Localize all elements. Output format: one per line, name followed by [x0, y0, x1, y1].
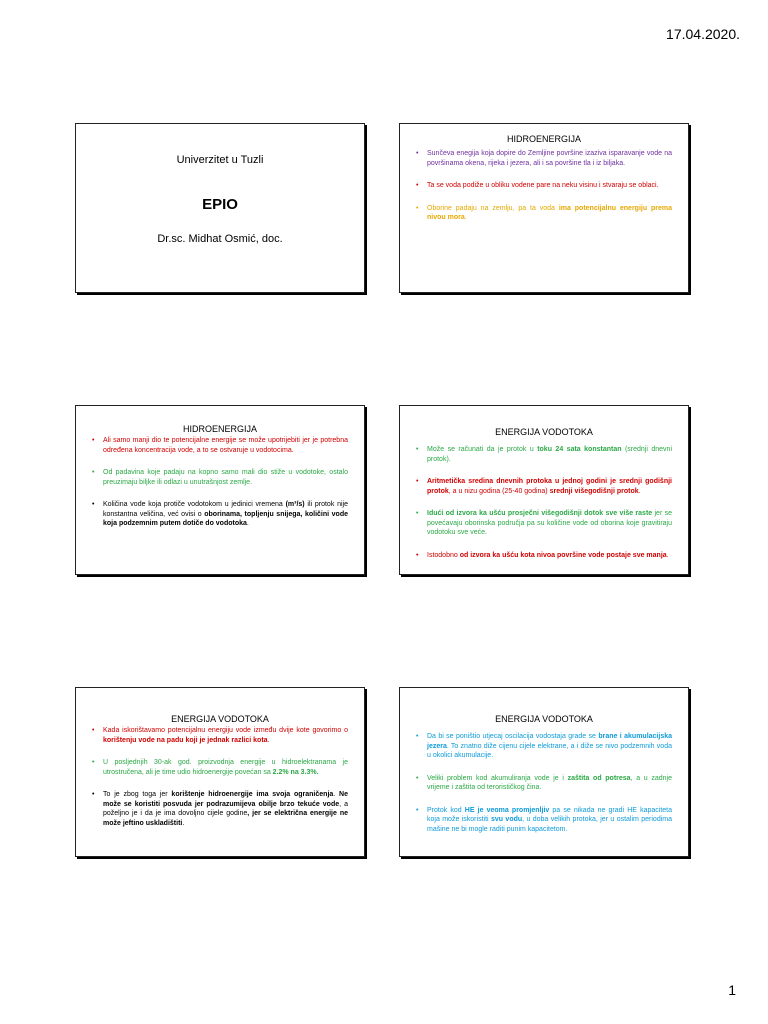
bullet-item	[92, 500, 348, 529]
bullet-text: , a u zadnje vrijeme i zaštita od terorističkog čina.	[427, 774, 672, 792]
bullet-text-bold: (m³/s)	[285, 501, 305, 509]
author-name: Dr.sc. Midhat Osmić, doc.	[157, 233, 283, 245]
bullet-text: , a poželjno je i da je ima dovoljno cijele godine	[103, 800, 348, 818]
bullet-text: Veliki problem kod akumuliranja vode je i	[427, 774, 568, 782]
bullet-marker: •	[416, 478, 419, 486]
bullet-text: .	[267, 736, 270, 744]
bullet-text-bold: srednji višegodišnji protok	[549, 487, 639, 495]
bullet-list	[416, 149, 672, 223]
bullet-text: To je zbog toga jer	[103, 791, 172, 799]
bullet-text: Protok kod	[427, 806, 465, 814]
course-title: EPIO	[202, 196, 238, 213]
bullet-item	[92, 436, 348, 455]
slide-title: ENERGIJA VODOTOKA	[171, 714, 269, 724]
bullet-text-bold: Ne može se koristiti posvuda jer podrazumijeva obilje brzo tekuće vode	[103, 791, 348, 808]
slide-title-card	[75, 123, 365, 293]
bullet-marker: •	[416, 551, 419, 559]
bullet-text-bold: brane i akumulacijska jezera	[427, 733, 672, 750]
bullet-text: ili protok nije konstantna veličina, već ovisi o	[103, 501, 349, 518]
bullet-item	[416, 181, 672, 191]
university-name: Univerzitet u Tuzli	[176, 154, 264, 166]
bullet-text-bold: 2.2% na 3.3%.	[272, 768, 319, 776]
bullet-text: .	[464, 214, 467, 222]
bullet-text: .	[333, 791, 340, 799]
bullet-item	[416, 509, 672, 538]
slide-title: ENERGIJA VODOTOKA	[495, 714, 593, 724]
bullet-item	[416, 732, 672, 761]
bullet-text-bold: , jer se električna energije ne može jeftino uskladištiti	[103, 810, 348, 827]
bullet-text-bold: od izvora ka ušću kota nivoa površine vode postaje sve manja	[459, 551, 667, 559]
bullet-text: Istodobno	[427, 551, 460, 559]
bullet-text-bold: Idući od izvora ka ušću prosječni višegodišnji dotok sve više raste	[427, 510, 653, 518]
bullet-item	[92, 726, 348, 745]
slide-energija-vodotoka-2	[75, 687, 365, 857]
bullet-marker: •	[92, 501, 95, 509]
bullet-marker: •	[416, 774, 419, 782]
bullet-text: Sunčeva enegija koja dopire do Zemljine površine izaziva isparavanje vode na površinama okena, rijeka i jezera, ali i sa površine tla i iz biljaka.	[427, 150, 672, 167]
bullet-item	[416, 445, 672, 464]
bullet-item	[92, 468, 348, 487]
bullet-text: Može se računati da je protok u	[427, 446, 538, 453]
bullet-marker: •	[416, 182, 419, 190]
bullet-marker: •	[92, 437, 95, 444]
bullet-list	[92, 436, 348, 529]
bullet-text: Oborine padaju na zemlju, pa ta voda	[427, 204, 559, 212]
slide-title: HIDROENERGIJA	[182, 424, 257, 434]
bullet-marker: •	[416, 806, 419, 814]
bullet-text: , a u nizu godina (25-40 godina)	[448, 487, 550, 495]
bullet-item	[416, 774, 672, 793]
page-date: 17.04.2020.	[666, 26, 740, 42]
page-number: 1	[728, 982, 736, 998]
bullet-item	[416, 477, 672, 496]
bullet-text-bold: toku 24 sata konstantan	[537, 446, 622, 453]
slide-title: HIDROENERGIJA	[506, 134, 581, 144]
bullet-text: Ta se voda podiže u obliku vodene pare na neku visinu i stvaraju se oblaci.	[427, 182, 659, 190]
bullet-item	[416, 149, 672, 168]
bullet-item	[92, 790, 348, 828]
bullet-text: Da bi se poništio utjecaj oscilacija vodostaja grade se	[427, 733, 599, 740]
bullet-text-bold: ima potencijalnu energiju prema nivou mora	[427, 204, 673, 222]
bullet-text: Kada iskorištavamo potencijalnu energiju vode između dvije kote govorimo o	[103, 727, 348, 734]
bullet-text: .	[246, 520, 249, 528]
bullet-text-bold: Aritmetička sredina dnevnih protoka u jednoj godini je srednji godišnji protok	[427, 478, 672, 495]
bullet-text: . To znatno diže cijenu cijele elektrane, a i diže se nivo podzemnih voda u okolici akumulacije.	[427, 742, 672, 760]
bullet-text-bold: oborinama, topljenju snijega, količini vode koja podzemnim putem dotiče do vodotoka	[103, 510, 348, 528]
bullet-marker: •	[92, 759, 95, 767]
bullet-text: Od padavina koje padaju na kopno samo mali dio stiže u vodotoke, ostalo preuzimaju biljke ili odlazi u unutrašnjost zemlje.	[103, 469, 348, 486]
bullet-text-bold: korištenju vode na padu koji je jednak razlici kota	[103, 736, 268, 744]
bullet-text-bold: korištenje hidroenergije ima svoja ograničenja	[171, 791, 334, 799]
bullet-marker: •	[92, 727, 95, 734]
bullet-text: Ali samo manji dio te potencijalne energije se može upotrijebiti jer je potrebna određena koncentracija vode, a to se ostvaruje u vodotocima.	[103, 437, 348, 454]
bullet-marker: •	[416, 510, 419, 518]
slide-hidroenergija-1	[399, 123, 689, 293]
bullet-marker: •	[92, 469, 95, 477]
bullet-text: jer se povećavaju oborinska područja pa su količine vode od oborina koje gravitiraju vodotoku sve veće.	[427, 510, 672, 537]
bullet-text: , u doba velikih protoka, jer u ostalim periodima mašine ne bi mogle raditi punim kapacitetom.	[427, 816, 672, 833]
bullet-marker: •	[416, 446, 419, 453]
slide-energija-vodotoka-3	[399, 687, 689, 857]
slide-title: ENERGIJA VODOTOKA	[495, 427, 593, 437]
bullet-text-bold: HE je veoma promjenljiv	[464, 806, 550, 814]
bullet-text-bold: zaštita od potresa	[567, 774, 631, 782]
bullet-item	[416, 806, 672, 835]
bullet-text: U posljednjih 30-ak god. proizvodnja energije u hidroelektranama je utrostručena, ali je time udio hidroenergije povećan sa	[103, 759, 348, 776]
bullet-text-bold: svu vodu	[490, 816, 523, 824]
bullet-marker: •	[416, 733, 419, 740]
bullet-list	[416, 445, 672, 560]
bullet-text: (srednji dnevni protok).	[427, 446, 672, 463]
bullet-item	[92, 758, 348, 777]
bullet-text: .	[638, 487, 641, 495]
bullet-item	[416, 204, 672, 223]
bullet-marker: •	[416, 150, 419, 157]
bullet-marker: •	[416, 204, 419, 212]
bullet-text: Količina vode koja protiče vodotokom u jedinici vremena	[103, 501, 286, 509]
bullet-text: .	[666, 551, 669, 559]
slide-hidroenergija-2	[75, 405, 365, 575]
bullet-text: pa se nikada ne gradi HE kapaciteta koja može iskoristiti	[427, 806, 672, 824]
slide-energija-vodotoka-1	[399, 405, 689, 575]
bullet-list	[416, 732, 672, 834]
bullet-list	[92, 726, 348, 828]
bullet-text: .	[182, 819, 185, 827]
bullet-marker: •	[92, 791, 95, 799]
bullet-item	[416, 551, 672, 561]
